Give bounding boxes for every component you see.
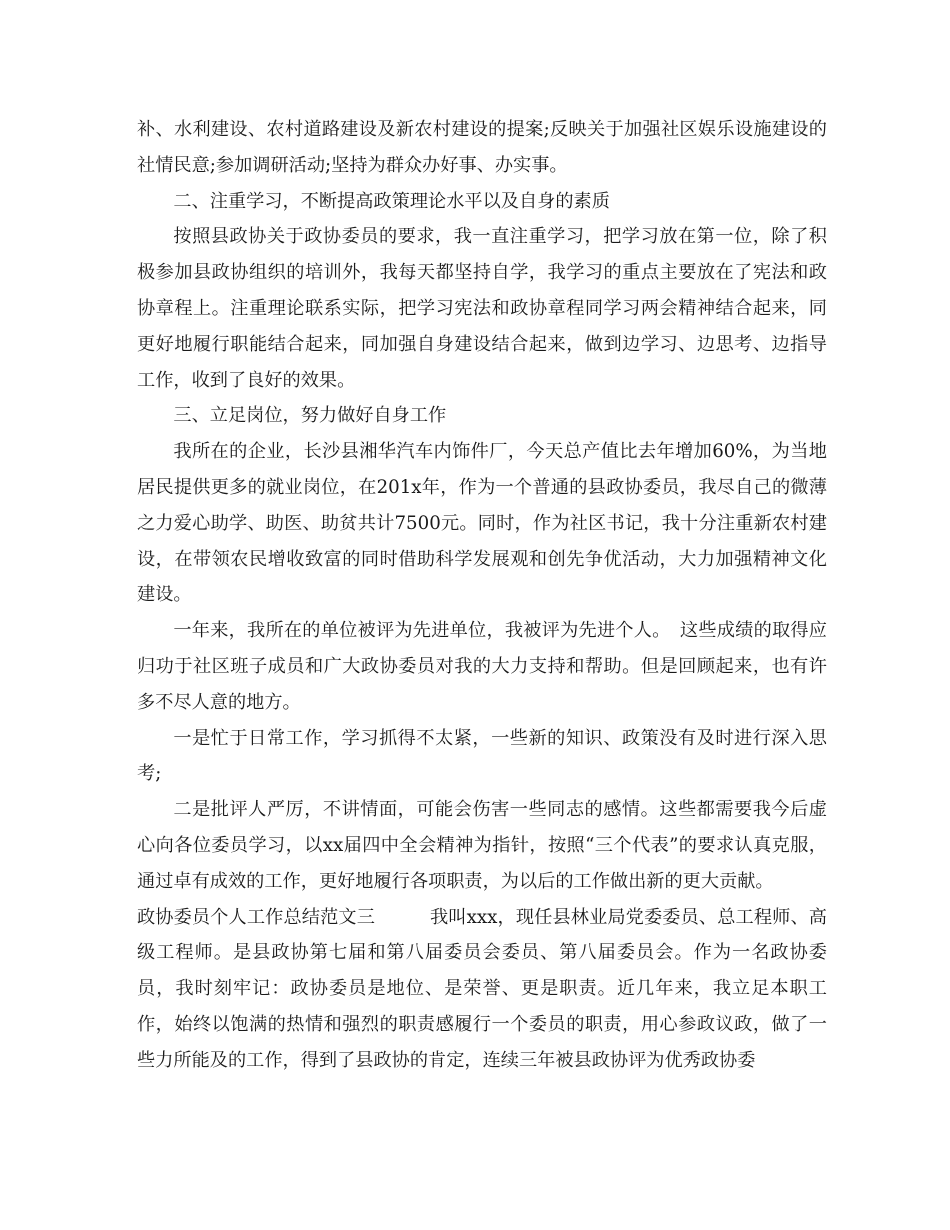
heading-section-three: 三、立足岗位，努力做好自身工作	[173, 405, 447, 427]
paragraph-enterprise: 我所在的企业，长沙县湘华汽车内饰件厂，今天总产值比去年增加60%，为当地居民提供更多的就业岗位，在201x年，作为一个普通的县政协委员，我尽自己的微薄之力爱心助学、助医、助贫共计7500元。同时，作为社区书记，我十分注重新农村建设，在带领农民增收致富的同时借助科学发展观和创先争优活动，大力加强精神文化建设。	[137, 441, 827, 606]
paragraph-sample-three: 政协委员个人工作总结范文三 我叫xxx，现任县林业局党委委员、总工程师、高级工程师。是县政协第七届和第八届委员会委员、第八届委员会。作为一名政协委员，我时刻牢记：政协委员是地位、是荣誉、更是职责。近几年来，我立足本职工作，始终以饱满的热情和强烈的职责感履行一个委员的职责，用心参政议政，做了一些力所能及的工作，得到了县政协的肯定，连续三年被县政协评为优秀政协委	[137, 906, 827, 1071]
paragraph-shortcoming-one: 一是忙于日常工作，学习抓得不太紧，一些新的知识、政策没有及时进行深入思考;	[137, 727, 827, 785]
document-body	[137, 112, 827, 1079]
paragraph-study: 按照县政协关于政协委员的要求，我一直注重学习，把学习放在第一位，除了积极参加县政协组织的培训外，我每天都坚持自学，我学习的重点主要放在了宪法和政协章程上。注重理论联系实际，把学习宪法和政协章程同学习两会精神结合起来，同更好地履行职能结合起来，同加强自身建设结合起来，做到边学习、边思考、边指导工作，收到了良好的效果。	[137, 226, 827, 391]
paragraph-proposals-continued: 补、水利建设、农村道路建设及新农村建设的提案;反映关于加强社区娱乐设施建设的社情民意;参加调研活动;坚持为群众办好事、办实事。	[137, 119, 827, 176]
heading-section-two: 二、注重学习，不断提高政策理论水平以及自身的素质	[173, 190, 610, 212]
paragraph-shortcoming-two: 二是批评人严厉，不讲情面，可能会伤害一些同志的感情。这些都需要我今后虚心向各位委员学习，以xx届四中全会精神为指针，按照“三个代表”的要求认真克服，通过卓有成效的工作，更好地履行各项职责，为以后的工作做出新的更大贡献。	[137, 799, 827, 892]
paragraph-achievements: 一年来，我所在的单位被评为先进单位，我被评为先进个人。 这些成绩的取得应归功于社区班子成员和广大政协委员对我的大力支持和帮助。但是回顾起来，也有许多不尽人意的地方。	[137, 620, 827, 713]
